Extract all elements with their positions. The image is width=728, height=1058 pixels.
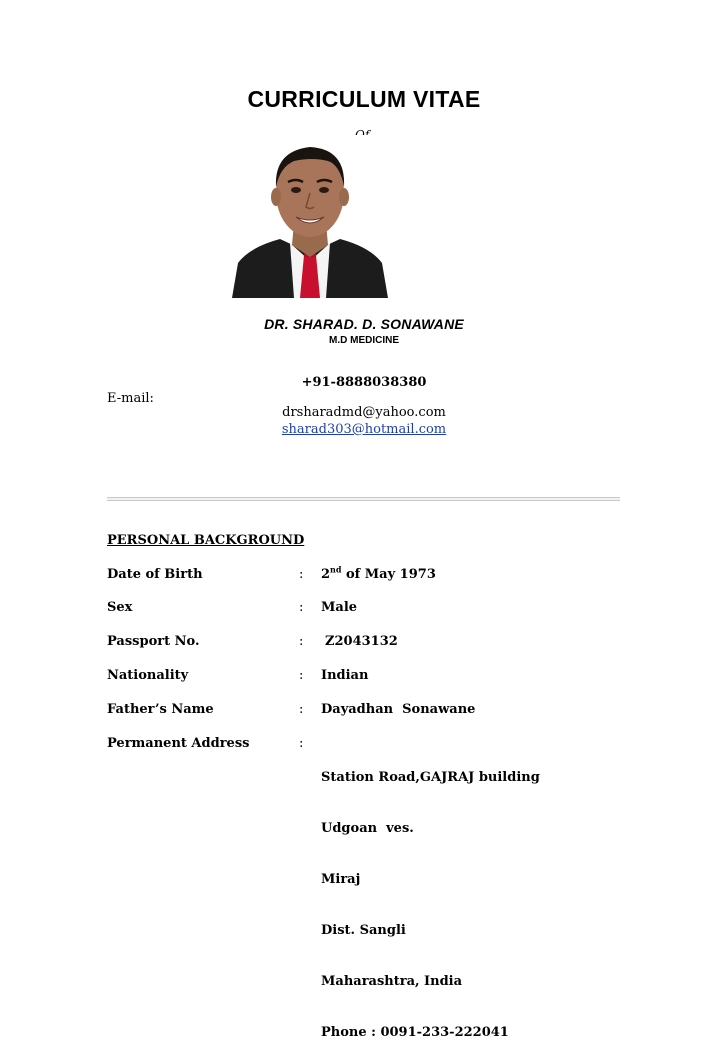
person-name: DR. SHARAD. D. SONAWANE [264, 316, 464, 332]
father-name-label: Father’s Name [107, 702, 214, 717]
passport-label: Passport No. [107, 634, 200, 649]
passport-separator: : [299, 634, 304, 649]
dob-day: 2 [321, 567, 331, 582]
dob-suffix: nd [330, 564, 342, 575]
address-line: Dist. Sangli [321, 923, 406, 938]
address-line: Udgoan ves. [321, 821, 414, 836]
nationality-value: Indian [321, 668, 369, 683]
address-phone: Phone : 0091-233-222041 [321, 1025, 509, 1040]
address-line: Miraj [321, 872, 361, 887]
address-line: Maharashtra, India [321, 974, 463, 989]
nationality-label: Nationality [107, 668, 189, 683]
father-name-separator: : [299, 702, 304, 717]
sex-value: Male [321, 600, 358, 615]
sex-separator: : [299, 600, 304, 615]
dob-value [321, 566, 436, 583]
address-line: Station Road,GAJRAJ building [321, 770, 540, 785]
nationality-separator: : [299, 668, 304, 683]
document-title: CURRICULUM VITAE [247, 86, 481, 112]
dob-label: Date of Birth [107, 567, 203, 582]
section-heading-personal-background: PERSONAL BACKGROUND [107, 533, 305, 548]
horizontal-divider [107, 497, 620, 501]
address-separator: : [299, 736, 304, 751]
email-primary: drsharadmd@yahoo.com [282, 405, 446, 420]
dob-separator: : [299, 567, 304, 582]
address-block [321, 735, 540, 1058]
email-label: E-mail: [107, 391, 154, 406]
email-secondary-link[interactable]: sharad303@hotmail.com [281, 422, 447, 437]
passport-value: Z2043132 [325, 634, 398, 649]
dob-rest: of May 1973 [341, 567, 436, 582]
person-degree: M.D MEDICINE [329, 335, 399, 346]
profile-photo [232, 135, 388, 298]
portrait-illustration [232, 135, 388, 298]
phone-number: +91-8888038380 [301, 375, 427, 390]
address-label: Permanent Address [107, 736, 250, 751]
email-secondary-row [0, 422, 728, 437]
sex-label: Sex [107, 600, 133, 615]
father-name-value: Dayadhan Sonawane [321, 702, 476, 717]
